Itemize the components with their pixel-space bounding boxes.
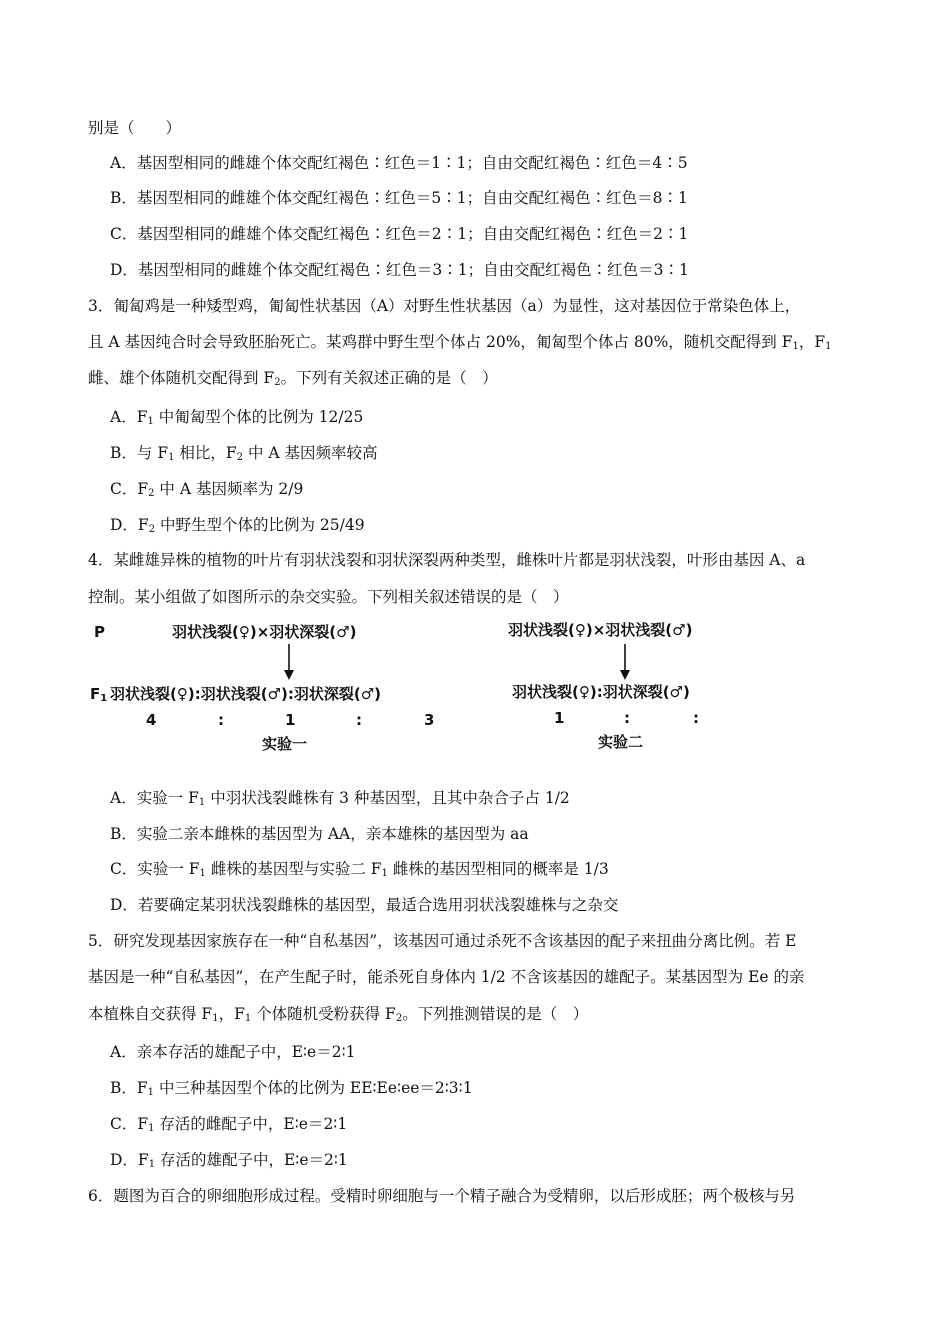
q3-stem-line3: 雌、雄个体随机交配得到 $F_2$。下列有关叙述正确的是（ ） (88, 369, 498, 388)
q4-option-c: C．实验一 $F_1$ 雌株的基因型与实验二 $F_1$ 雌株的基因型相同的概率是 1/3 (110, 860, 609, 879)
q2-option-c: C．基因型相同的雌雄个体交配红褐色∶红色＝2∶1；自由交配红褐色∶红色＝2∶1 (110, 225, 689, 243)
q4-option-b: B．实验二亲本雌株的基因型为 AA，亲本雄株的基因型为 aa (110, 825, 529, 843)
q5-option-d: D．$F_1$ 存活的雄配子中，E∶e＝2∶1 (110, 1151, 348, 1170)
q3-stem-line2: 且 A 基因纯合时会导致胚胎死亡。某鸡群中野生型个体占 20%，匍匐型个体占 80%，随机交配得到 $F_1$，$F_1$ (88, 333, 832, 352)
q3-stem-line1: 3．匍匐鸡是一种矮型鸡，匍匐性状基因（A）对野生性状基因（a）为显性，这对基因位于常染色体上， (88, 297, 801, 315)
exp2-caption: 实验二 (598, 733, 644, 751)
exp1-parents: 羽状浅裂(♀)×羽状深裂(♂) (172, 623, 357, 641)
q5-stem-line1: 5．研究发现基因家族存在一种“自私基因”，该基因可通过杀死不含该基因的配子来扭曲分离比例。若 E (88, 932, 797, 950)
q6-stem-line1: 6．题图为百合的卵细胞形成过程。受精时卵细胞与一个精子融合为受精卵，以后形成胚；两个极核与另 (88, 1187, 796, 1205)
f1-label: $F_1$ (90, 685, 108, 704)
exp1-ratio-value: 4 (146, 711, 157, 729)
q2-option-d: D．基因型相同的雌雄个体交配红褐色∶红色＝3∶1；自由交配红褐色∶红色＝3∶1 (110, 261, 689, 279)
q5-option-a: A．亲本存活的雄配子中，E∶e＝2∶1 (110, 1043, 356, 1061)
exp1-ratio-sep: : (356, 711, 362, 729)
exp2-ratio-value: : (693, 709, 699, 727)
exp2-parents: 羽状浅裂(♀)×羽状浅裂(♂) (508, 621, 693, 639)
q2-option-b: B．基因型相同的雌雄个体交配红褐色∶红色＝5∶1；自由交配红褐色∶红色＝8∶1 (110, 189, 688, 207)
q4-option-a: A．实验一 $F_1$ 中羽状浅裂雌株有 3 种基因型，且其中杂合子占 1/2 (110, 789, 570, 808)
q2-option-a: A．基因型相同的雌雄个体交配红褐色∶红色＝1∶1；自由交配红褐色∶红色＝4∶5 (110, 154, 688, 172)
cross-diagram (88, 612, 768, 762)
q4-stem-line1: 4．某雌雄异株的植物的叶片有羽状浅裂和羽状深裂两种类型，雌株叶片都是羽状浅裂，叶形由基因 A、a (88, 551, 806, 569)
q5-option-c: C．$F_1$ 存活的雌配子中，E∶e＝2∶1 (110, 1115, 348, 1134)
q2-stem-tail: 别是（ ） (88, 119, 182, 137)
exp1-offspring: 羽状浅裂(♀):羽状浅裂(♂):羽状深裂(♂) (110, 685, 382, 703)
exp1-ratio-sep: : (218, 711, 224, 729)
q3-option-c: C．$F_2$ 中 A 基因频率为 2/9 (110, 480, 304, 499)
exp2-offspring: 羽状浅裂(♀):羽状深裂(♂) (512, 683, 690, 701)
exp2-ratio-sep: : (624, 709, 630, 727)
exp1-arrow (282, 642, 296, 682)
q4-option-d: D．若要确定某羽状浅裂雌株的基因型，最适合选用羽状浅裂雄株与之杂交 (110, 896, 619, 914)
exp2-arrow (618, 642, 632, 682)
exp2-ratio-value: 1 (554, 709, 565, 727)
q5-stem-line2: 基因是一种“自私基因”，在产生配子时，能杀死自身体内 1/2 不含该基因的雄配子。某基因型为 Ee 的亲 (88, 968, 805, 986)
p-label: P (94, 623, 105, 641)
q3-option-a: A．$F_1$ 中匍匐型个体的比例为 12/25 (110, 408, 364, 427)
exp1-ratio-value: 3 (424, 711, 435, 729)
exp1-ratio-value: 1 (285, 711, 296, 729)
q4-stem-line2: 控制。某小组做了如图所示的杂交实验。下列相关叙述错误的是（ ） (88, 588, 569, 606)
q3-option-b: B．与 $F_1$ 相比，$F_2$ 中 A 基因频率较高 (110, 444, 378, 463)
exp1-caption: 实验一 (262, 735, 308, 753)
q5-option-b: B．$F_1$ 中三种基因型个体的比例为 EE∶Ee∶ee＝2∶3∶1 (110, 1079, 473, 1098)
q3-option-d: D．$F_2$ 中野生型个体的比例为 25/49 (110, 516, 365, 535)
q5-stem-line3: 本植株自交获得 $F_1$，$F_1$ 个体随机受粉获得 $F_2$。下列推测错误的是（ ） (88, 1005, 589, 1024)
